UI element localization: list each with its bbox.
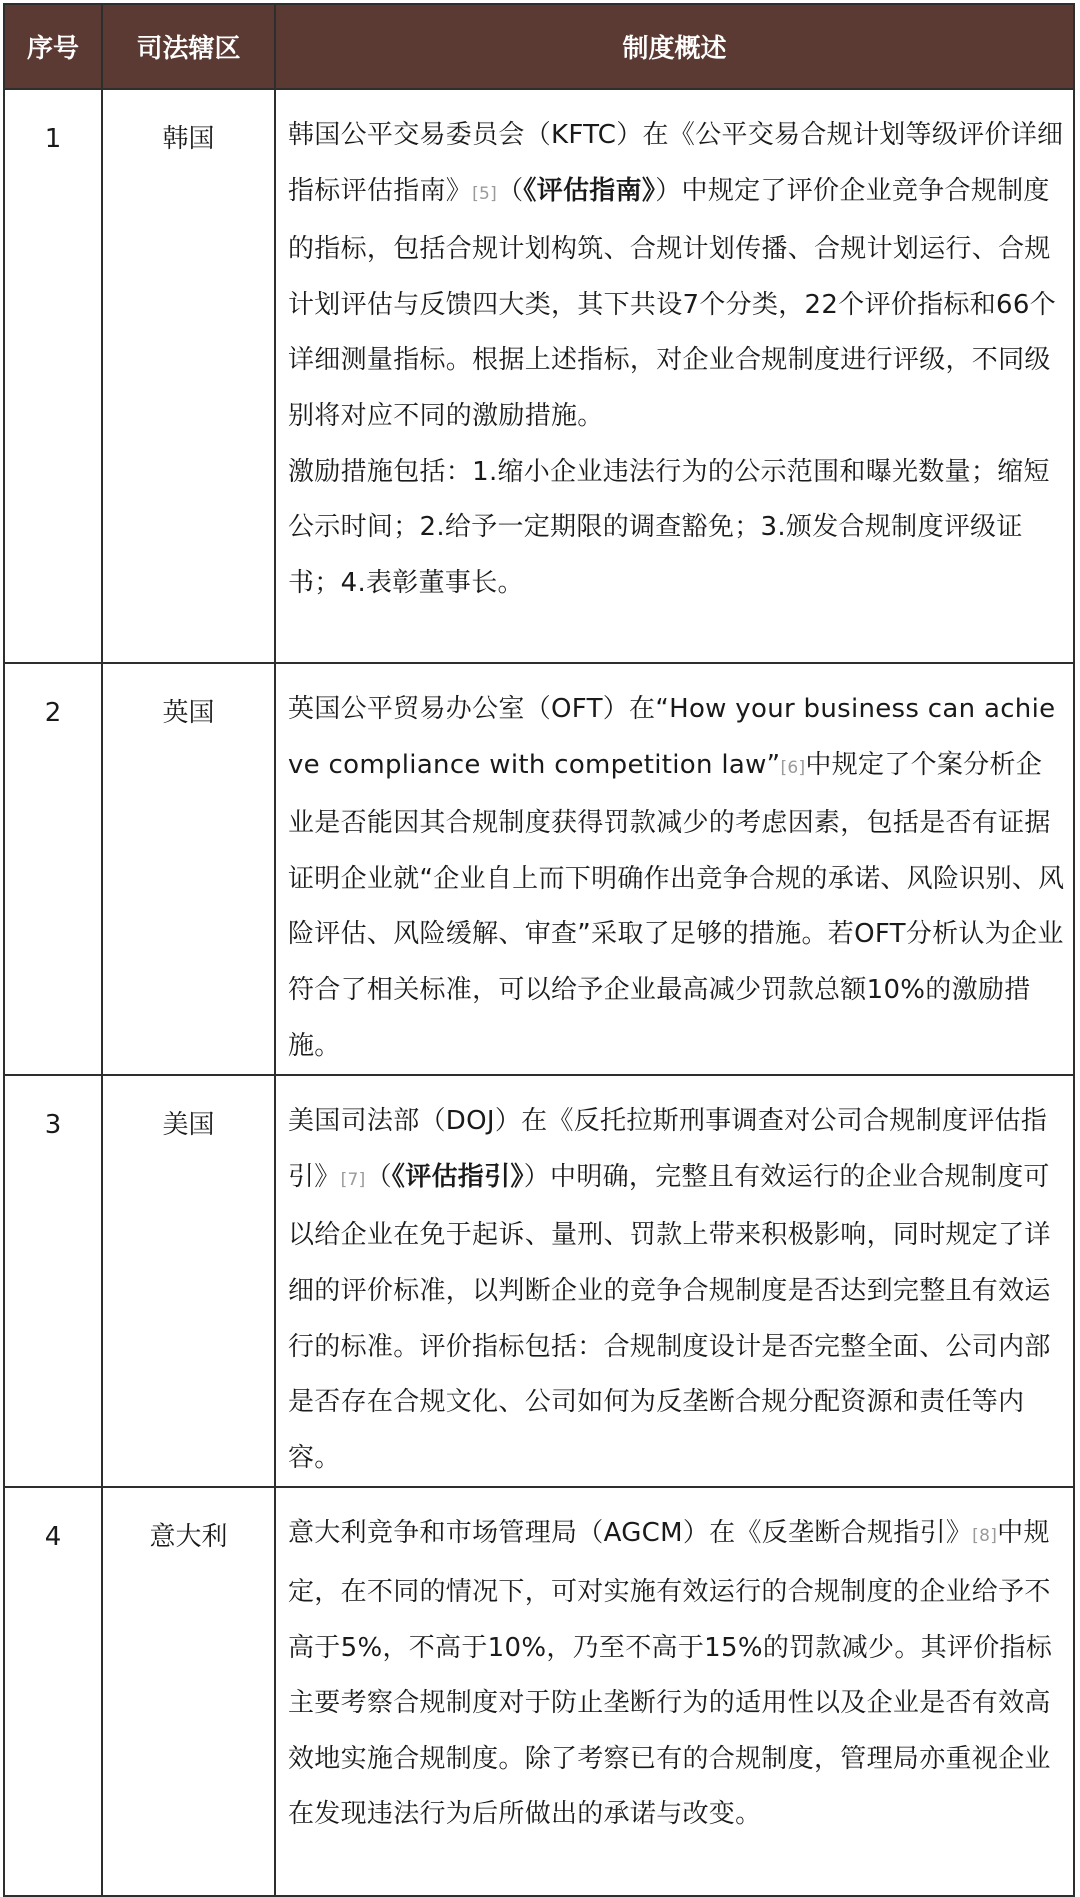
description-text: （: [497, 175, 524, 206]
description-text: 美国司法部（DOJ）在《反托拉斯刑事调查对公司合规制度评估指引》: [288, 1106, 1048, 1192]
table-row-italy: [4, 1487, 1074, 1896]
table-row-uk: [4, 663, 1074, 1075]
reference-link[interactable]: [7]: [340, 1169, 366, 1190]
description-paragraph: [288, 682, 1065, 1074]
description-text: （: [365, 1161, 392, 1192]
description-text: 中规定了个案分析企业是否能因其合规制度获得罚款减少的考虑因素，包括是否有证据证明企业就“企业自上而下明确作出竞争合规的承诺、风险识别、风险评估、风险缓解、审查”采取了足够的措施。若OFT分析认为企业符合了相关标准，可以给予企业最高减少罚款总额10%的激励措施。: [288, 749, 1065, 1061]
abbreviation-bold: 《评估指南》: [523, 175, 656, 206]
description-text: 韩国公平交易委员会（KFTC）在《公平交易合规计划等级评价详细指标评估指南》: [288, 120, 1064, 206]
reference-link[interactable]: [5]: [472, 183, 498, 204]
header-jurisdiction: 司法辖区: [102, 4, 275, 89]
row-description: [275, 89, 1074, 663]
regulation-table: [3, 3, 1075, 1897]
row-description: [275, 1075, 1074, 1487]
row-number: 4: [4, 1487, 102, 1896]
description-text: ）中明确，完整且有效运行的企业合规制度可以给企业在免于起诉、量刑、罚款上带来积极影响，同时规定了详细的评价标准，以判断企业的竞争合规制度是否达到完整且有效运行的标准。评价指标包括：合规制度设计是否完整全面、公司内部是否存在合规文化、公司如何为反垄断合规分配资源和责任等内容。: [288, 1161, 1051, 1473]
description-paragraph: [288, 1094, 1065, 1486]
description-paragraph: [288, 108, 1065, 445]
row-description: [275, 663, 1074, 1075]
row-jurisdiction: 美国: [102, 1075, 275, 1487]
row-description: [275, 1487, 1074, 1896]
header-row: [4, 4, 1074, 89]
description-text: 英国公平贸易办公室（OFT）在“How your business can achieve compliance with competition law”: [288, 694, 1056, 780]
description-paragraph: [288, 1506, 1065, 1843]
description-text: 中规定，在不同的情况下，可对实施有效运行的合规制度的企业给予不高于5%，不高于10%，乃至不高于15%的罚款减少。其评价指标主要考察合规制度对于防止垄断行为的适用性以及企业是否有效高效地实施合规制度。除了考察已有的合规制度，管理局亦重视企业在发现违法行为后所做出的承诺与改变。: [288, 1518, 1053, 1830]
reference-link[interactable]: [6]: [780, 757, 806, 778]
row-jurisdiction: 意大利: [102, 1487, 275, 1896]
abbreviation-bold: 《评估指引》: [391, 1161, 524, 1192]
row-jurisdiction: 英国: [102, 663, 275, 1075]
incentives-paragraph: 激励措施包括：1.缩小企业违法行为的公示范围和曝光数量；缩短公示时间；2.给予一定期限的调查豁免；3.颁发合规制度评级证书；4.表彰董事长。: [288, 456, 1050, 598]
header-number: 序号: [4, 4, 102, 89]
row-number: 2: [4, 663, 102, 1075]
row-number: 1: [4, 89, 102, 663]
description-text: 意大利竞争和市场管理局（AGCM）在《反垄断合规指引》: [288, 1518, 973, 1549]
table-row-usa: [4, 1075, 1074, 1487]
row-jurisdiction: 韩国: [102, 89, 275, 663]
table-row-korea: [4, 89, 1074, 663]
row-number: 3: [4, 1075, 102, 1487]
reference-link[interactable]: [8]: [972, 1526, 998, 1547]
description-text: ）中规定了评价企业竞争合规制度的指标，包括合规计划构筑、合规计划传播、合规计划运行、合规计划评估与反馈四大类，其下共设7个分类，22个评价指标和66个详细测量指标。根据上述指标，对企业合规制度进行评级，不同级别将对应不同的激励措施。: [288, 175, 1057, 431]
header-overview: 制度概述: [275, 4, 1074, 89]
